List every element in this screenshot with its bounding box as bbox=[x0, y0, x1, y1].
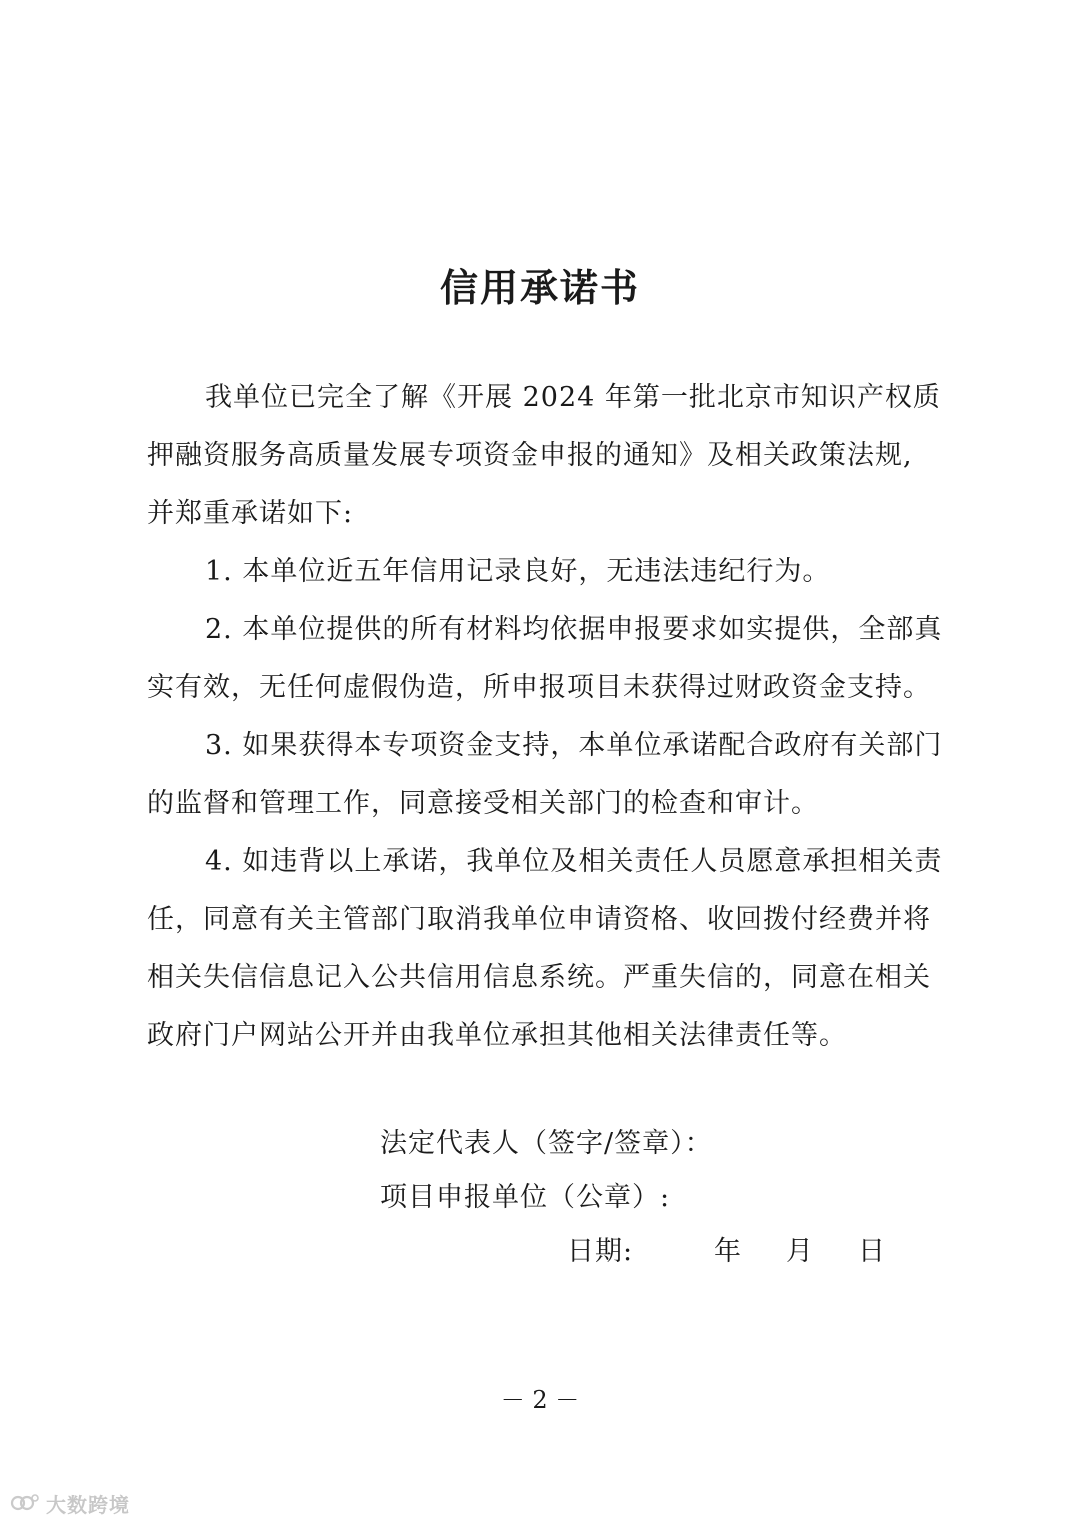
intro-line-1: 我单位已完全了解《开展 2024 年第一批北京市知识产权质 bbox=[205, 382, 941, 413]
item-3-line-1: 3. 如果获得本专项资金支持，本单位承诺配合政府有关部门 bbox=[205, 730, 943, 761]
date-day: 日 bbox=[858, 1236, 886, 1267]
item-4-line-1: 4. 如违背以上承诺，我单位及相关责任人员愿意承担相关责 bbox=[205, 846, 943, 877]
watermark bbox=[10, 1488, 130, 1518]
item-1-line-1: 1. 本单位近五年信用记录良好，无违法违纪行为。 bbox=[205, 556, 831, 587]
item-2-line-1: 2. 本单位提供的所有材料均依据申报要求如实提供，全部真 bbox=[205, 614, 943, 645]
legal-representative-label: 法定代表人（签字/签章）： bbox=[380, 1128, 713, 1159]
applicant-unit-label: 项目申报单位（公章）: bbox=[380, 1182, 671, 1213]
item-4-line-3: 相关失信信息记入公共信用信息系统。严重失信的，同意在相关 bbox=[147, 962, 931, 993]
date-label: 日期: bbox=[567, 1236, 634, 1267]
intro-line-2: 押融资服务高质量发展专项资金申报的通知》及相关政策法规, bbox=[147, 440, 913, 471]
watermark-text: 大数跨境 bbox=[46, 1492, 130, 1517]
watermark-logo-icon bbox=[10, 1491, 40, 1515]
document-title: 信用承诺书 bbox=[439, 265, 640, 310]
page-number: － 2 － bbox=[500, 1386, 580, 1414]
date-month: 月 bbox=[786, 1236, 814, 1267]
intro-line-3: 并郑重承诺如下: bbox=[147, 498, 354, 529]
item-2-line-2: 实有效，无任何虚假伪造，所申报项目未获得过财政资金支持。 bbox=[147, 672, 931, 703]
item-4-line-2: 任，同意有关主管部门取消我单位申请资格、收回拨付经费并将 bbox=[147, 904, 931, 935]
item-3-line-2: 的监督和管理工作，同意接受相关部门的检查和审计。 bbox=[147, 788, 819, 819]
date-year: 年 bbox=[714, 1236, 742, 1267]
item-4-line-4: 政府门户网站公开并由我单位承担其他相关法律责任等。 bbox=[147, 1020, 847, 1051]
